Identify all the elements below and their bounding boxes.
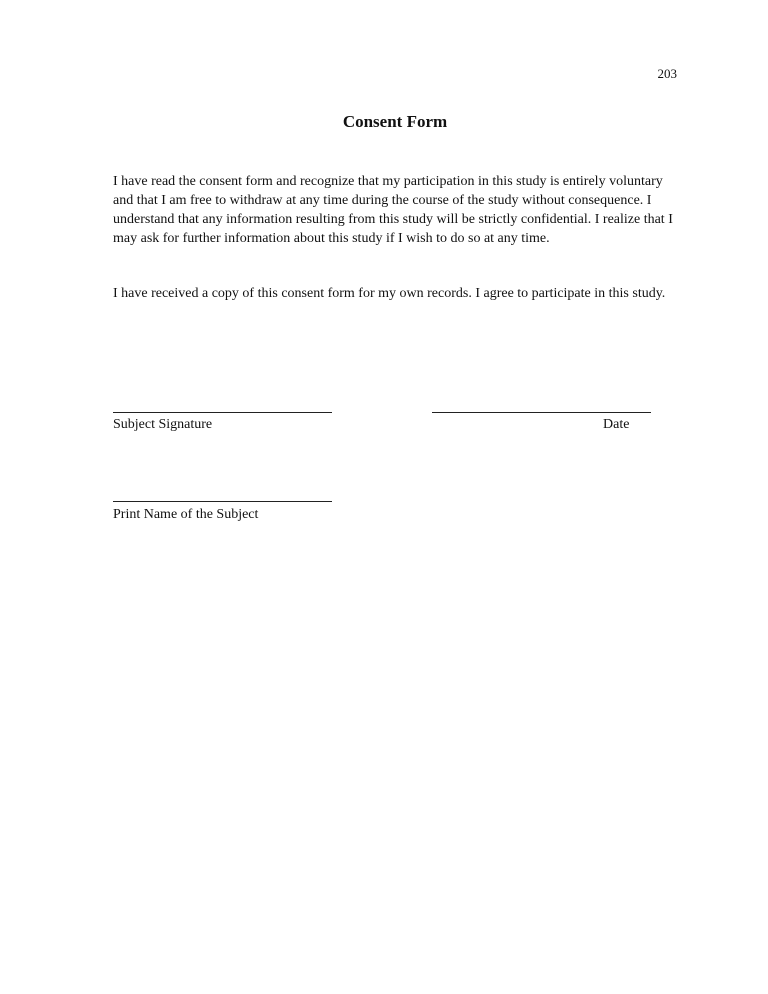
date-label: Date [603, 417, 630, 432]
subject-signature-line [113, 412, 332, 413]
date-line [432, 412, 651, 413]
print-name-line [113, 501, 332, 502]
print-name-label: Print Name of the Subject [113, 507, 259, 522]
consent-paragraph-1: I have read the consent form and recognize that my participation in this study is entirely voluntary and that I am free to withdraw at any time during the course of the study without consequence. I understand that any information resulting from this study will be strictly confidential. I realize that I may ask for further information about this study if I wish to do so at any time. [113, 174, 673, 246]
page-number: 203 [657, 66, 677, 81]
page-title: Consent Form [342, 112, 448, 131]
consent-paragraph-2: I have received a copy of this consent form for my own records. I agree to participate in this study. [113, 286, 666, 301]
subject-signature-label: Subject Signature [113, 417, 213, 432]
